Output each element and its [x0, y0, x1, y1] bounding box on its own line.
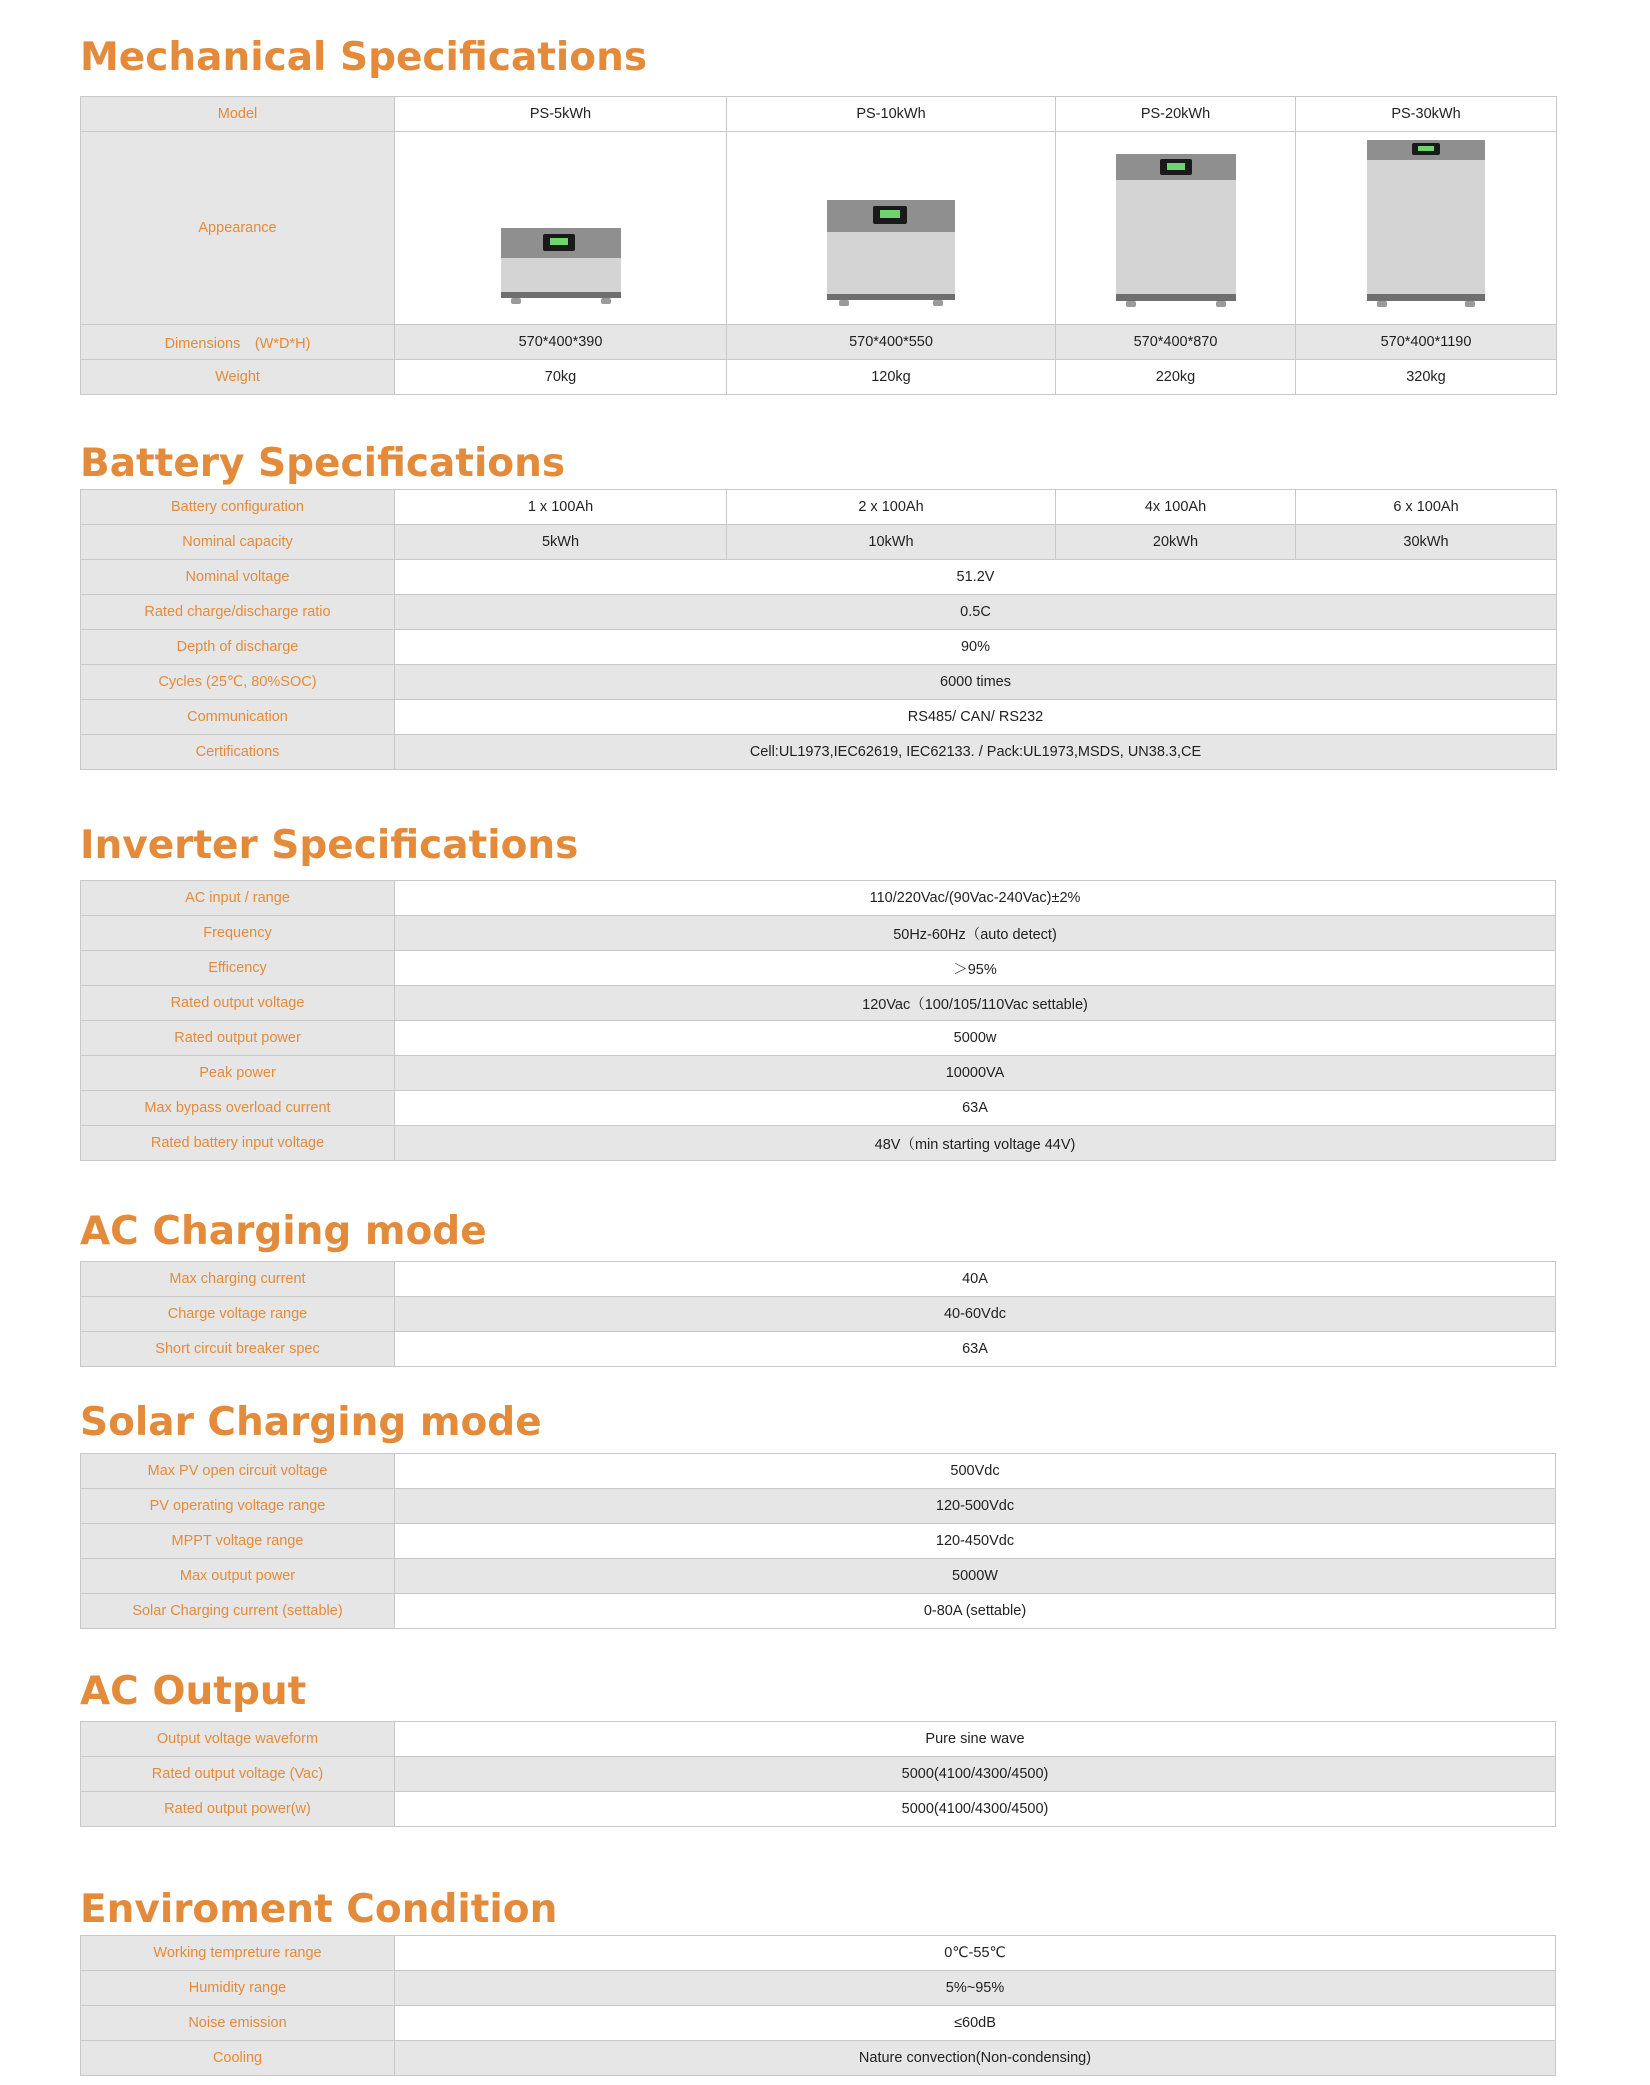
- spec-label: Communication: [81, 700, 395, 735]
- ac-charging-table: [80, 1261, 1556, 1367]
- model-name: PS-20kWh: [1056, 97, 1296, 132]
- capacity-value: 10kWh: [727, 525, 1056, 560]
- spec-label: Noise emission: [81, 2006, 395, 2041]
- table-row: [81, 1792, 1556, 1827]
- spec-value: 48V（min starting voltage 44V): [395, 1126, 1556, 1161]
- table-row: [81, 951, 1556, 986]
- spec-label: Cycles (25℃, 80%SOC): [81, 665, 395, 700]
- spec-label: Peak power: [81, 1056, 395, 1091]
- spec-value: 120-450Vdc: [395, 1524, 1556, 1559]
- spec-value: 0.5C: [395, 595, 1557, 630]
- table-row: [81, 1524, 1556, 1559]
- spec-value: 10000VA: [395, 1056, 1556, 1091]
- table-row: [81, 325, 1557, 360]
- table-row: [81, 986, 1556, 1021]
- spec-value: 5000(4100/4300/4500): [395, 1792, 1556, 1827]
- inverter-table: [80, 880, 1556, 1161]
- dimensions-value: 570*400*870: [1056, 325, 1296, 360]
- table-row: [81, 1594, 1556, 1629]
- spec-value: 40A: [395, 1262, 1556, 1297]
- spec-label: Certifications: [81, 735, 395, 770]
- model-label: Model: [81, 97, 395, 132]
- table-row: [81, 490, 1557, 525]
- table-row: [81, 1332, 1556, 1367]
- spec-label: Depth of discharge: [81, 630, 395, 665]
- weight-value: 70kg: [395, 360, 727, 395]
- spec-value: 120Vac（100/105/110Vac settable): [395, 986, 1556, 1021]
- battery-unit-30kwh-image: [1365, 138, 1487, 310]
- spec-label: Rated output voltage (Vac): [81, 1757, 395, 1792]
- spec-value: 6000 times: [395, 665, 1557, 700]
- battery-title: Battery Specifications: [80, 441, 566, 486]
- spec-label: Frequency: [81, 916, 395, 951]
- table-row: [81, 560, 1557, 595]
- weight-label: Weight: [81, 360, 395, 395]
- weight-value: 220kg: [1056, 360, 1296, 395]
- table-row: [81, 1262, 1556, 1297]
- inverter-title: Inverter Specifications: [80, 823, 579, 868]
- table-row: [81, 1297, 1556, 1332]
- spec-label: Rated output power: [81, 1021, 395, 1056]
- appearance-label: Appearance: [81, 132, 395, 325]
- table-row: [81, 132, 1557, 325]
- spec-label: Working tempreture range: [81, 1936, 395, 1971]
- config-label: Battery configuration: [81, 490, 395, 525]
- mechanical-table: [80, 96, 1557, 395]
- environment-table: [80, 1935, 1556, 2076]
- table-row: [81, 360, 1557, 395]
- spec-value: 51.2V: [395, 560, 1557, 595]
- capacity-label: Nominal capacity: [81, 525, 395, 560]
- spec-label: Humidity range: [81, 1971, 395, 2006]
- dimensions-value: 570*400*390: [395, 325, 727, 360]
- weight-value: 120kg: [727, 360, 1056, 395]
- spec-label: Rated output voltage: [81, 986, 395, 1021]
- solar-charging-title: Solar Charging mode: [80, 1400, 542, 1445]
- battery-unit-5kwh-image: [499, 226, 623, 310]
- table-row: [81, 97, 1557, 132]
- spec-value: 120-500Vdc: [395, 1489, 1556, 1524]
- spec-label: Rated output power(w): [81, 1792, 395, 1827]
- table-row: [81, 735, 1557, 770]
- table-row: [81, 1489, 1556, 1524]
- model-name: PS-10kWh: [727, 97, 1056, 132]
- battery-unit-20kwh-image: [1114, 152, 1238, 310]
- spec-label: Max charging current: [81, 1262, 395, 1297]
- table-row: [81, 881, 1556, 916]
- config-value: 4x 100Ah: [1056, 490, 1296, 525]
- spec-label: Charge voltage range: [81, 1297, 395, 1332]
- table-row: [81, 2006, 1556, 2041]
- table-row: [81, 700, 1557, 735]
- mechanical-title: Mechanical Specifications: [80, 35, 648, 80]
- spec-value: 5%~95%: [395, 1971, 1556, 2006]
- spec-value: Cell:UL1973,IEC62619, IEC62133. / Pack:UL1973,MSDS, UN38.3,CE: [395, 735, 1557, 770]
- table-row: [81, 1971, 1556, 2006]
- model-name: PS-30kWh: [1296, 97, 1557, 132]
- capacity-value: 5kWh: [395, 525, 727, 560]
- spec-value: 0-80A (settable): [395, 1594, 1556, 1629]
- spec-value: 63A: [395, 1332, 1556, 1367]
- spec-value: RS485/ CAN/ RS232: [395, 700, 1557, 735]
- spec-label: Max PV open circuit voltage: [81, 1454, 395, 1489]
- table-row: [81, 595, 1557, 630]
- battery-table: [80, 489, 1557, 770]
- appearance-cell: [1296, 132, 1557, 325]
- appearance-cell: [727, 132, 1056, 325]
- spec-value: 90%: [395, 630, 1557, 665]
- spec-value: Pure sine wave: [395, 1722, 1556, 1757]
- spec-label: Short circuit breaker spec: [81, 1332, 395, 1367]
- ac-output-table: [80, 1721, 1556, 1827]
- table-row: [81, 1559, 1556, 1594]
- spec-label: MPPT voltage range: [81, 1524, 395, 1559]
- spec-label: Max bypass overload current: [81, 1091, 395, 1126]
- table-row: [81, 630, 1557, 665]
- config-value: 1 x 100Ah: [395, 490, 727, 525]
- spec-label: Output voltage waveform: [81, 1722, 395, 1757]
- battery-unit-10kwh-image: [825, 198, 957, 310]
- weight-value: 320kg: [1296, 360, 1557, 395]
- table-row: [81, 916, 1556, 951]
- spec-label: Nominal voltage: [81, 560, 395, 595]
- table-row: [81, 1722, 1556, 1757]
- spec-label: PV operating voltage range: [81, 1489, 395, 1524]
- capacity-value: 30kWh: [1296, 525, 1557, 560]
- appearance-cell: [1056, 132, 1296, 325]
- dimensions-label: Dimensions (W*D*H): [81, 325, 395, 360]
- appearance-cell: [395, 132, 727, 325]
- config-value: 6 x 100Ah: [1296, 490, 1557, 525]
- spec-value: 63A: [395, 1091, 1556, 1126]
- dimensions-value: 570*400*550: [727, 325, 1056, 360]
- spec-label: Max output power: [81, 1559, 395, 1594]
- spec-label: Rated charge/discharge ratio: [81, 595, 395, 630]
- spec-label: Efficency: [81, 951, 395, 986]
- table-row: [81, 665, 1557, 700]
- table-row: [81, 1056, 1556, 1091]
- environment-title: Enviroment Condition: [80, 1887, 558, 1932]
- spec-value: 5000(4100/4300/4500): [395, 1757, 1556, 1792]
- ac-charging-title: AC Charging mode: [80, 1209, 487, 1254]
- spec-value: 50Hz-60Hz（auto detect): [395, 916, 1556, 951]
- spec-label: Cooling: [81, 2041, 395, 2076]
- spec-value: 110/220Vac/(90Vac-240Vac)±2%: [395, 881, 1556, 916]
- spec-label: AC input / range: [81, 881, 395, 916]
- spec-value: 5000w: [395, 1021, 1556, 1056]
- spec-value: ≤60dB: [395, 2006, 1556, 2041]
- spec-value: Nature convection(Non-condensing): [395, 2041, 1556, 2076]
- table-row: [81, 1936, 1556, 1971]
- spec-label: Solar Charging current (settable): [81, 1594, 395, 1629]
- ac-output-title: AC Output: [80, 1669, 307, 1714]
- config-value: 2 x 100Ah: [727, 490, 1056, 525]
- dimensions-value: 570*400*1190: [1296, 325, 1557, 360]
- table-row: [81, 525, 1557, 560]
- model-name: PS-5kWh: [395, 97, 727, 132]
- spec-value: 500Vdc: [395, 1454, 1556, 1489]
- capacity-value: 20kWh: [1056, 525, 1296, 560]
- spec-value: 5000W: [395, 1559, 1556, 1594]
- solar-charging-table: [80, 1453, 1556, 1629]
- table-row: [81, 1757, 1556, 1792]
- spec-value: 40-60Vdc: [395, 1297, 1556, 1332]
- spec-value: 0℃-55℃: [395, 1936, 1556, 1971]
- table-row: [81, 1126, 1556, 1161]
- spec-value: ＞95%: [395, 951, 1556, 986]
- table-row: [81, 1091, 1556, 1126]
- spec-label: Rated battery input voltage: [81, 1126, 395, 1161]
- table-row: [81, 2041, 1556, 2076]
- table-row: [81, 1021, 1556, 1056]
- table-row: [81, 1454, 1556, 1489]
